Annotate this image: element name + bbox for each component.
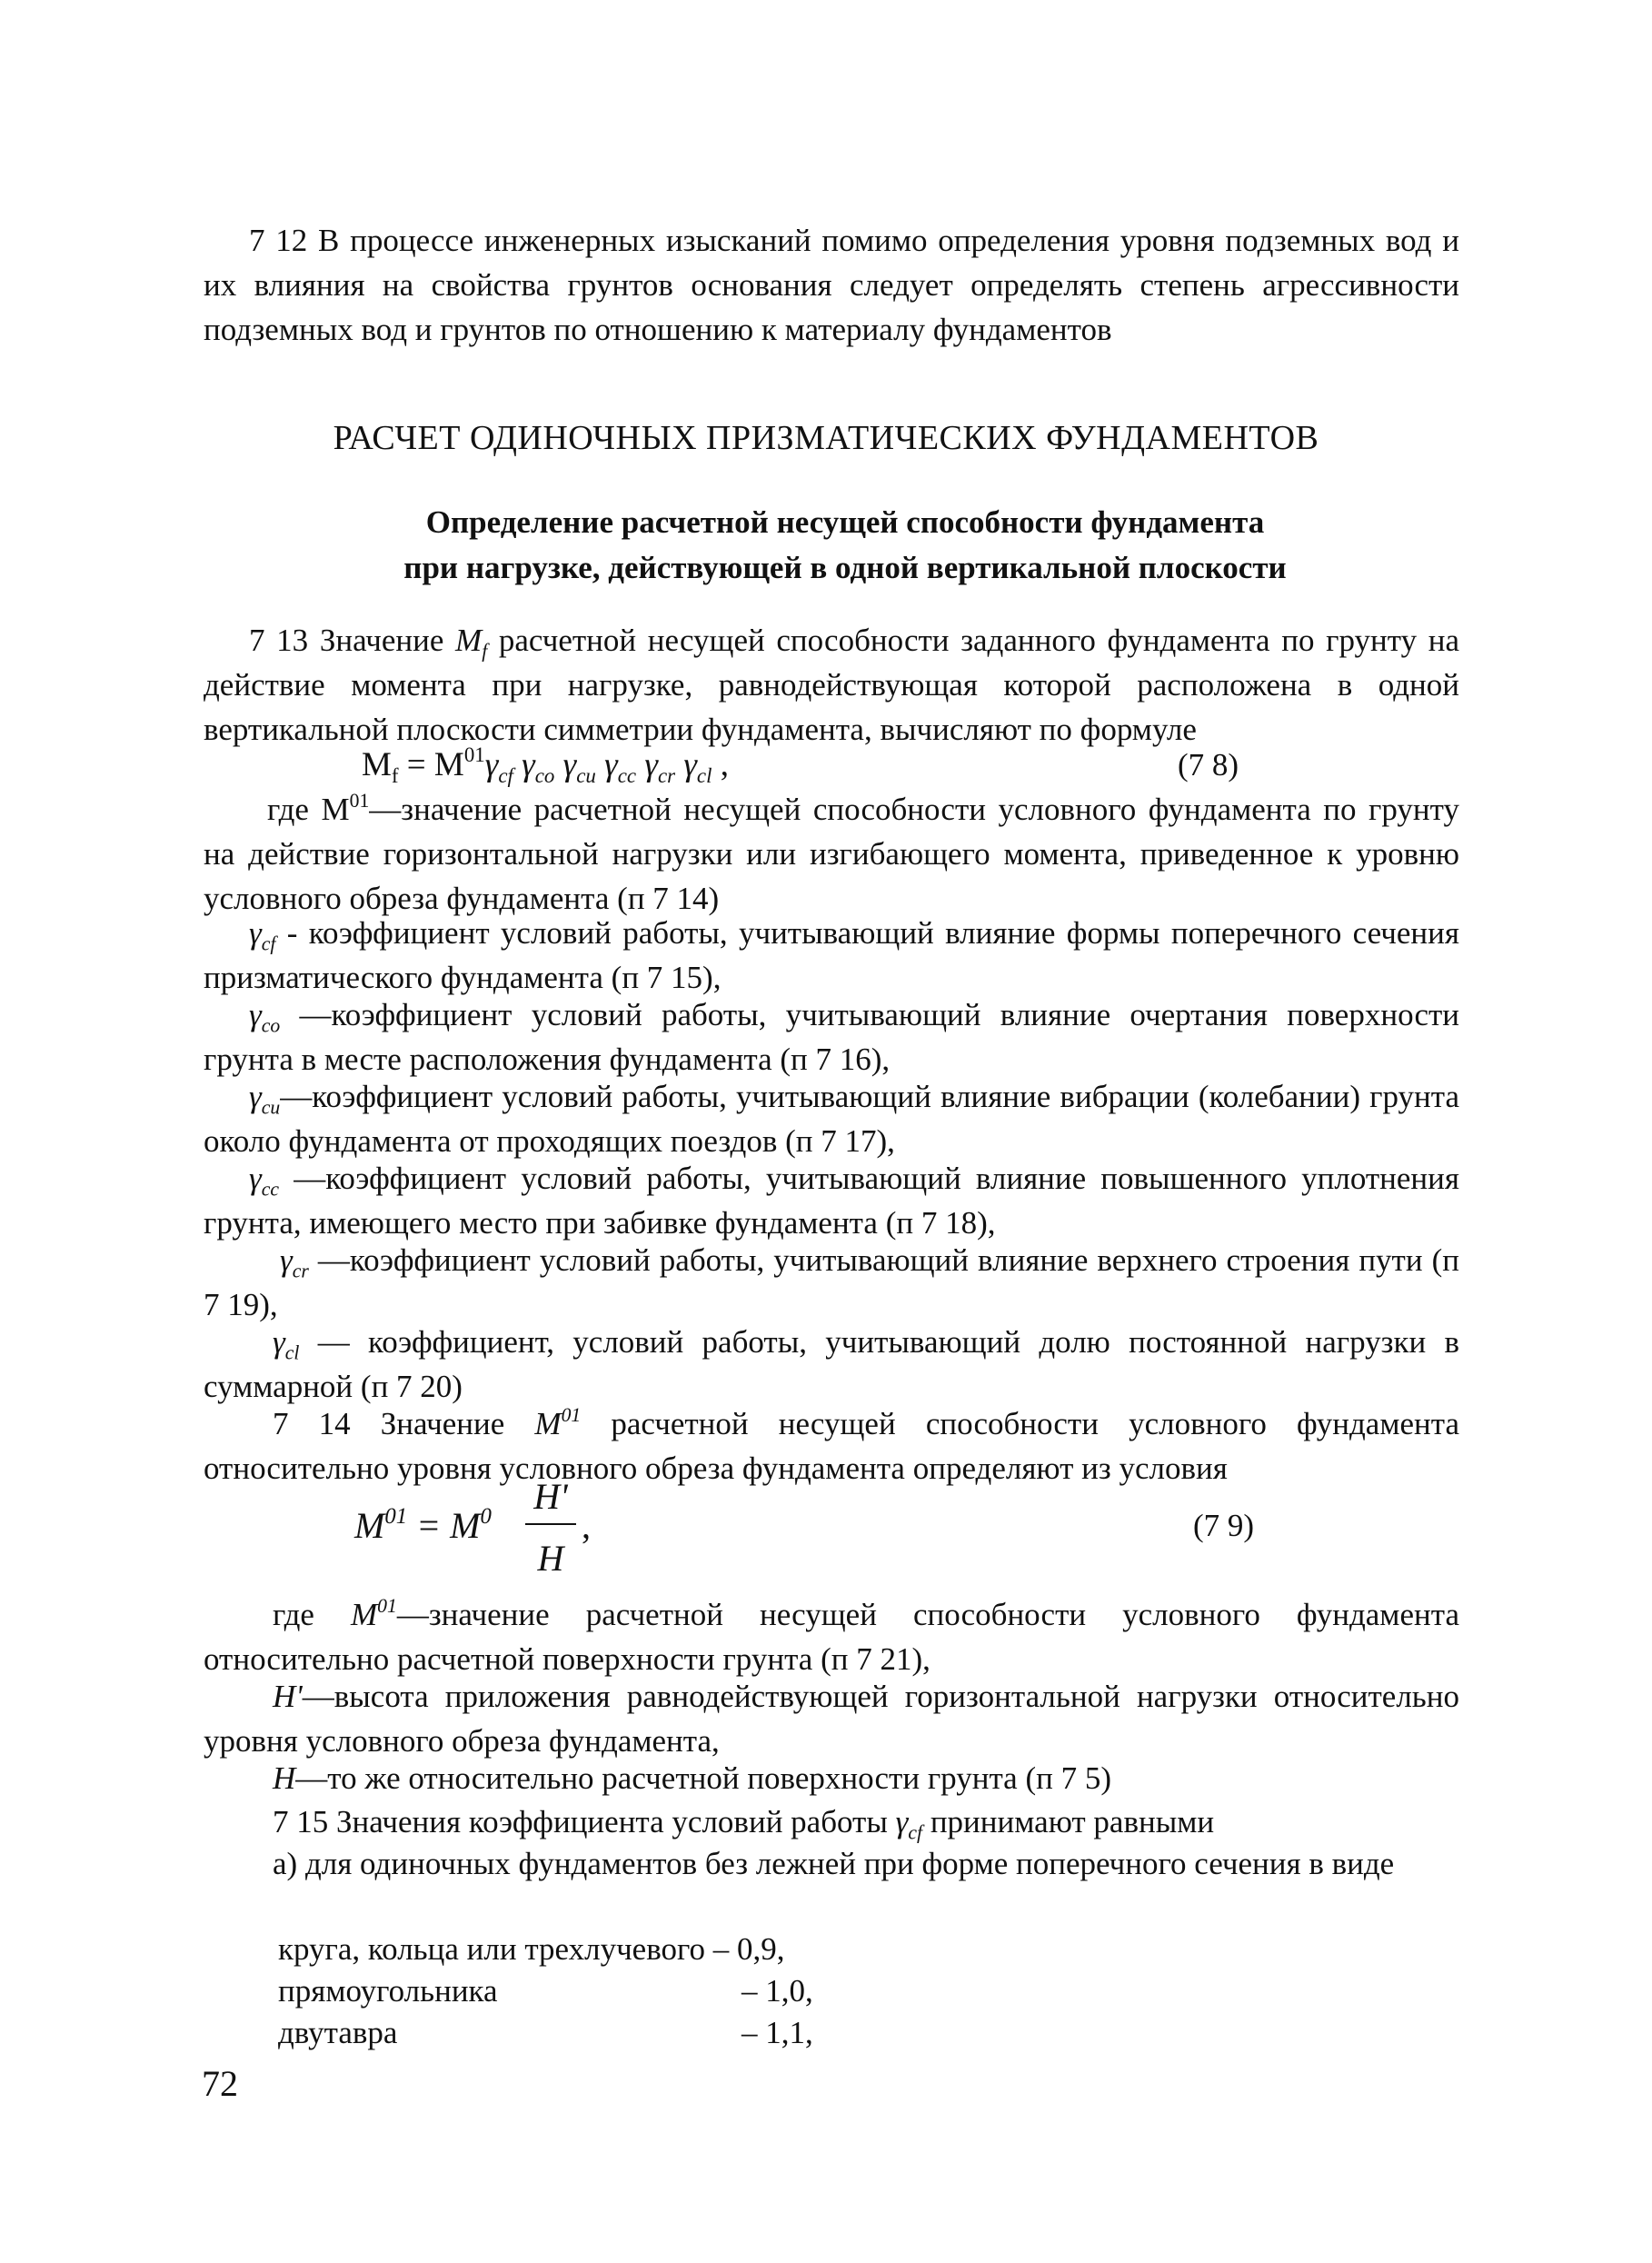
paragraph-7-13: 7 13 Значение $M_f$ расчетной несущей способности заданного фундамента по грунту на действие момента при нагрузке, равнодействующая которой расположена в одной вертикальной плоскости симметрии фундамента, вычисляют по формуле bbox=[204, 623, 1460, 747]
page-number: 72 bbox=[202, 2063, 238, 2104]
list-item-value: – 0,9, bbox=[712, 1931, 785, 1967]
definition-m01: где $M^{01}—значение$ расчетной несущей способности условного фундамента по грунту на действие горизонтальной нагрузки или изгибающего момента, приведенное к уровню условного обреза фундамента (п 7 14) bbox=[204, 789, 1459, 916]
definition-m01-surface: где $M^{01}—значение$ расчетной несущей способности условного фундамента относительно расчетной поверхности грунта (п 7 21), bbox=[204, 1594, 1459, 1677]
list-item-value-aligned: – 1,1, bbox=[741, 2015, 813, 2050]
definition-gamma-cf: $\gamma_{cf}$ - коэффициент условий работы, учитывающий влияние формы поперечного сечения призматического фундамента (п 7 15), bbox=[204, 915, 1459, 995]
definition-gamma-cr: $\gamma_{cr}$ —коэффициент условий работы, учитывающий влияние верхнего строения пути (п 7 19), bbox=[204, 1242, 1459, 1322]
subsection-heading-line-2: при нагрузке, действующей в одной вертикальной плоскости bbox=[403, 550, 1287, 585]
section-heading: РАСЧЕТ ОДИНОЧНЫХ ПРИЗМАТИЧЕСКИХ ФУНДАМЕНТОВ bbox=[333, 419, 1319, 457]
subsection-heading-line-1: Определение расчетной несущей способности фундамента bbox=[425, 504, 1265, 540]
definition-gamma-cu: $\gamma_{cu}—коэффициент$ условий работы, учитывающий влияние вибрации (колебании) грунта около фундамента от проходящих поездов (п 7 17), bbox=[204, 1079, 1459, 1159]
list-item-label: двутавра bbox=[278, 2015, 398, 2050]
formula-7-9-numerator: H' bbox=[533, 1476, 568, 1517]
list-item bbox=[278, 1927, 785, 1971]
list-item-label: круга, кольца или трехлучевого bbox=[278, 1931, 705, 1967]
paragraph-7-12: 7 12 В процессе инженерных изысканий помимо определения уровня подземных вод и их влияния на свойства грунтов основания следует определять степень агрессивности подземных вод и грунтов по отношению к материалу фундаментов bbox=[204, 223, 1459, 347]
formula-7-9-fraction-bar bbox=[525, 1523, 576, 1525]
formula-7-8: $M_f = M^{01}\gamma_{cf}$ $\gamma_{co}$ $\gamma_{cu}$ $\gamma_{cc}$ $\gamma_{cr}$ $\gamma_{cl}$ , bbox=[362, 743, 729, 788]
list-item bbox=[278, 1969, 498, 2013]
definition-gamma-cl: $\gamma_{cl}$ — коэффициент, условий работы, учитывающий долю постоянной нагрузки в суммарной (п 7 20) bbox=[204, 1324, 1459, 1404]
definition-gamma-co: $\gamma_{co}$ —коэффициент условий работы, учитывающий влияние очертания поверхности грунта в месте расположения фундамента (п 7 16), bbox=[204, 997, 1459, 1077]
formula-7-9-denominator: H bbox=[537, 1538, 564, 1579]
subsection-heading bbox=[327, 500, 1363, 591]
paragraph-7-15-a: а) для одиночных фундаментов без лежней при форме поперечного сечения в виде bbox=[273, 1846, 1395, 1881]
definition-gamma-cc: $\gamma_{cc}$ —коэффициент условий работы, учитывающий влияние повышенного уплотнения грунта, имеющего место при забивке фундамента (п 7 18), bbox=[204, 1161, 1459, 1241]
definition-h: H—то же относительно расчетной поверхности грунта (п 7 5) bbox=[273, 1760, 1111, 1796]
list-item-label: прямоугольника bbox=[278, 1973, 498, 2009]
equation-number-7-8: (7 8) bbox=[1178, 747, 1239, 783]
formula-7-9-lhs: $M^{01} = M^0$ bbox=[354, 1503, 492, 1546]
equation-number-7-9: (7 9) bbox=[1193, 1508, 1255, 1543]
paragraph-7-14: 7 14 Значение $M^{01}$ расчетной несущей способности условного фундамента относительно уровня условного обреза фундамента определяют из условия bbox=[204, 1403, 1459, 1486]
definition-h-prime: H'—высота приложения равнодействующей горизонтальной нагрузки относительно уровня условного обреза фундамента, bbox=[204, 1679, 1459, 1759]
list-item bbox=[278, 2010, 397, 2055]
list-item-value-aligned: – 1,0, bbox=[741, 1973, 813, 2009]
paragraph-7-15: 7 15 Значения коэффициента условий работы $\gamma_{cf}$ принимают равными bbox=[273, 1804, 1215, 1844]
formula-7-9-comma: , bbox=[582, 1505, 591, 1546]
